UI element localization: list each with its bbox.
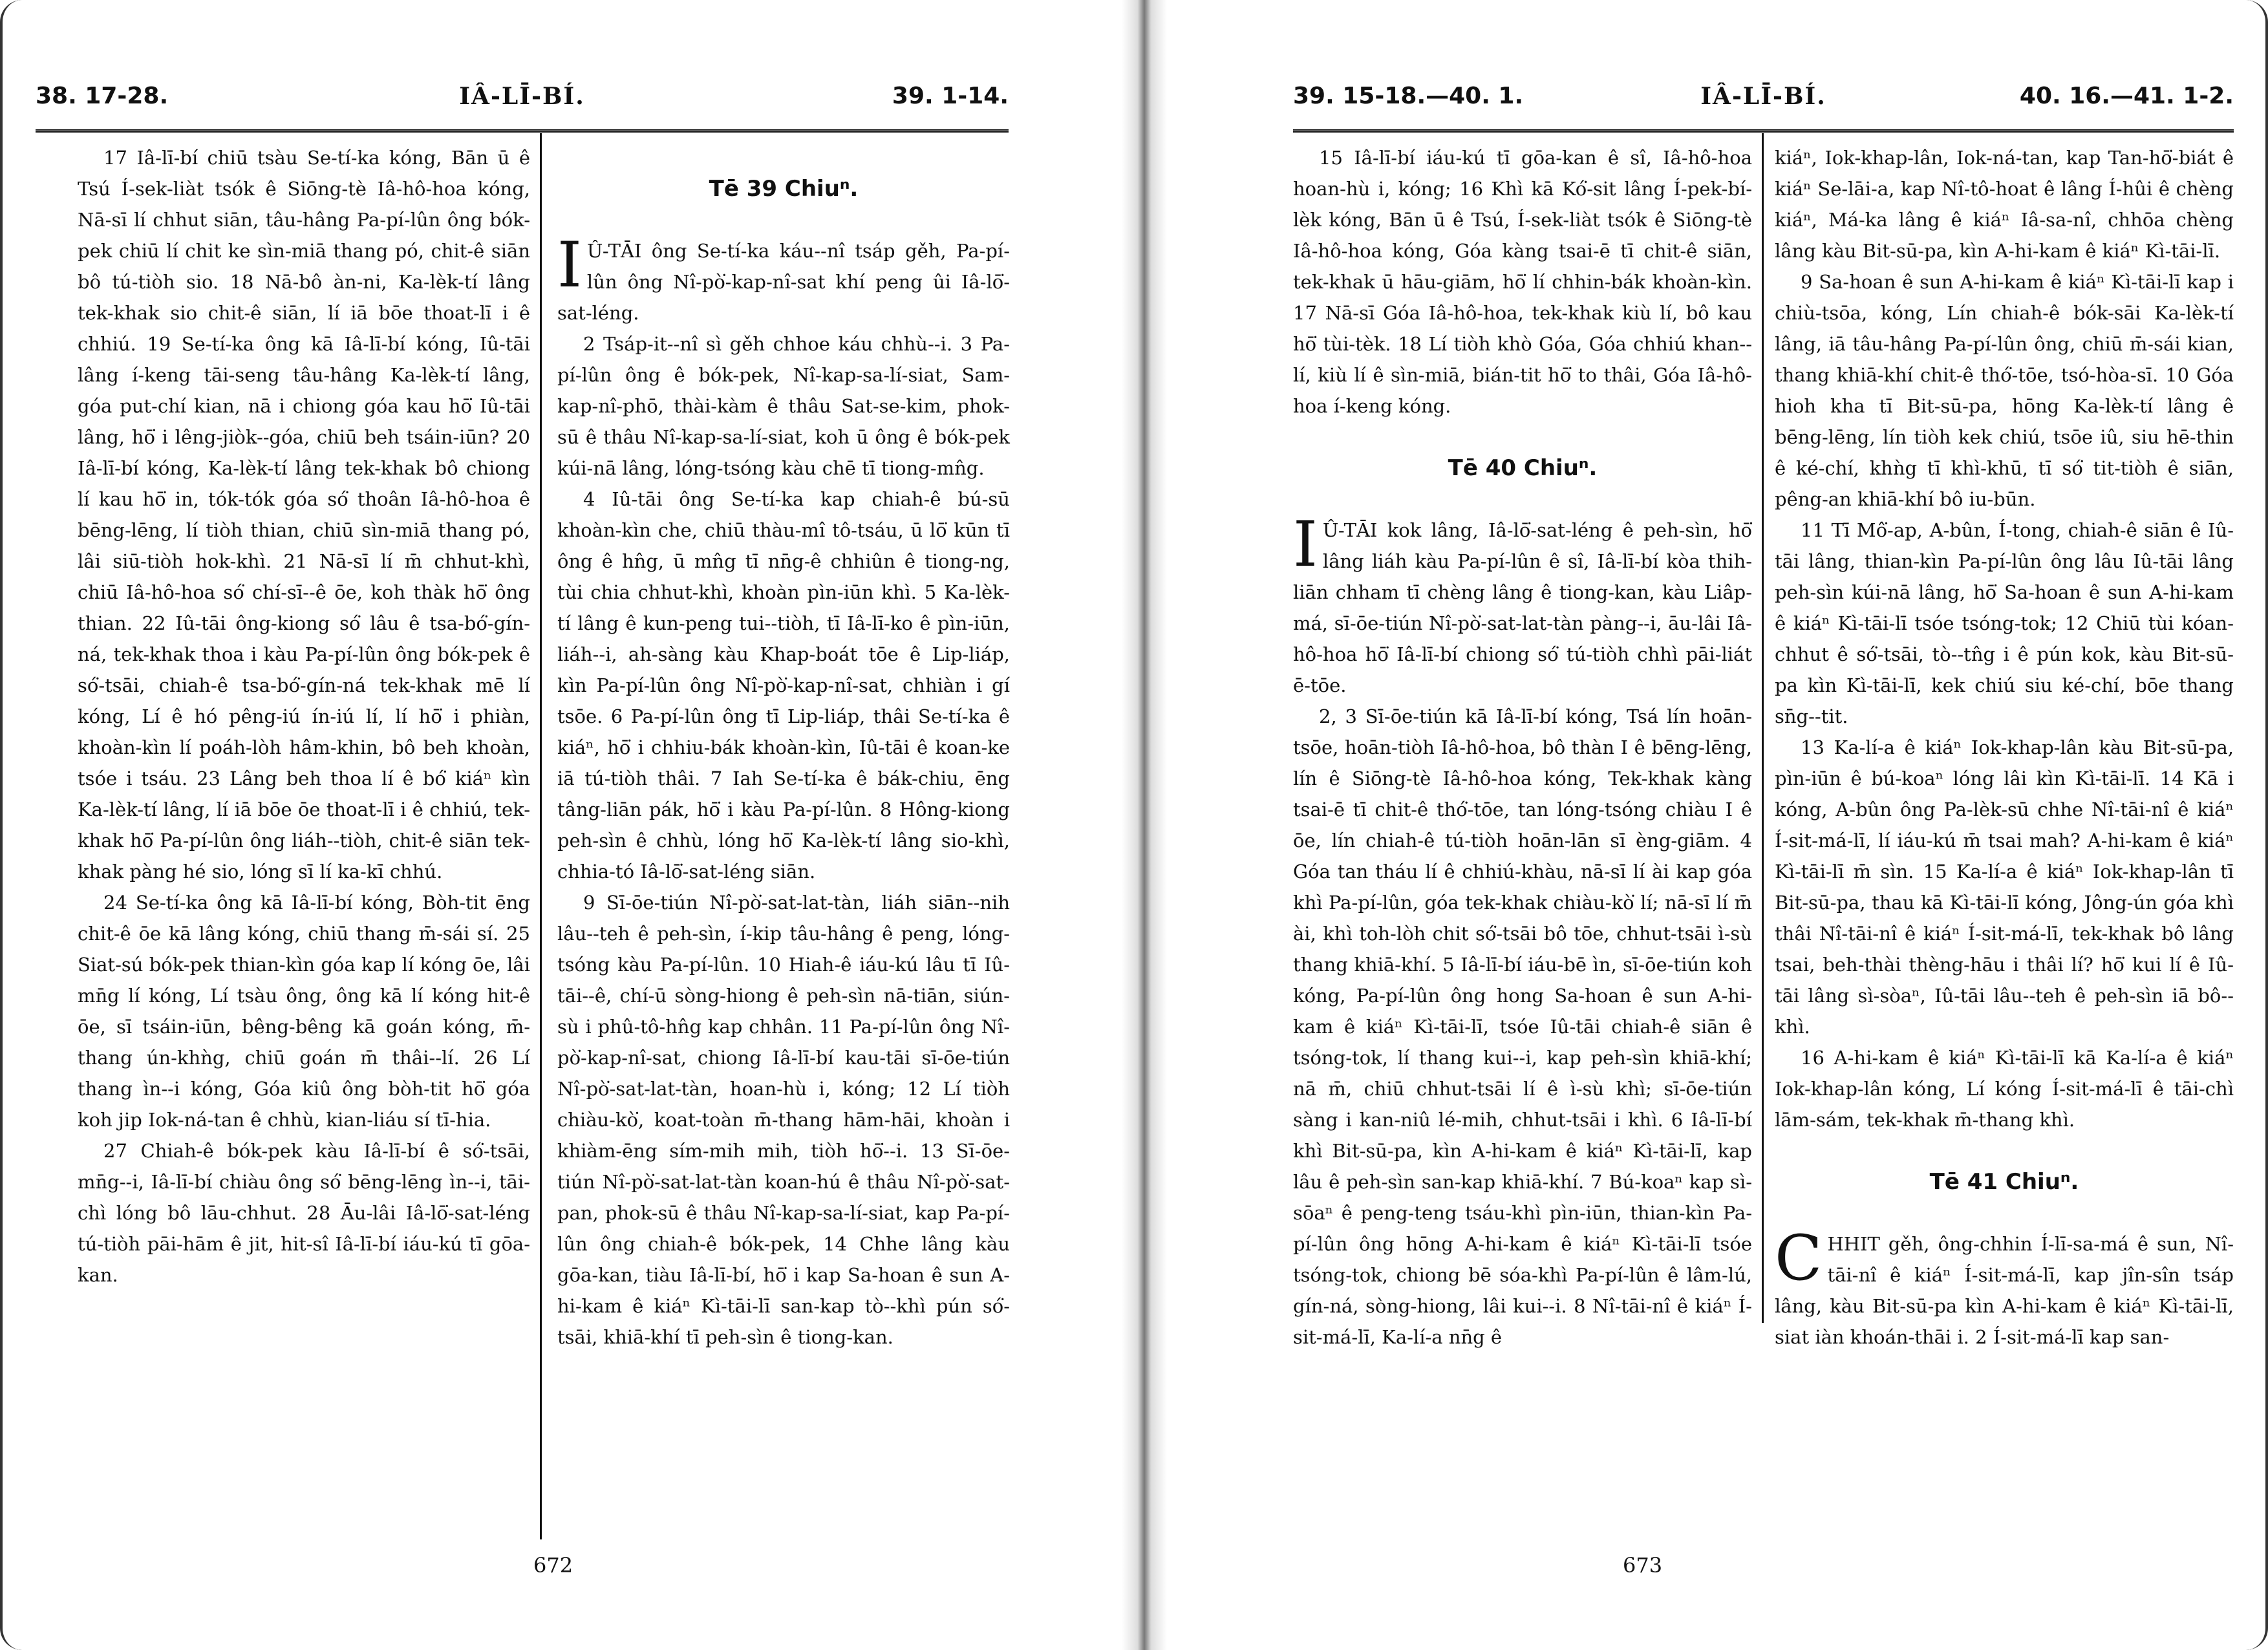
- verse-paragraph: 9 Sī-ōe-tiún Nî-pò͘-sat-lat-tàn, liáh siān--nih lâu--teh ê peh-sìn, í-kip tâu-hâng ê peng, lóng-tsóng kàu Pa-pí-lûn. 10 Hiah-ê iáu-kú lâu tī Iû-tāi--ê, chí-ū sòng-hiong ê peh-sìn nā-tiān, siún-sù i phû-tô-hn̂g kap chhân. 11 Pa-pí-lûn ông Nî-pò͘-kap-nî-sat, chiong Iâ-lī-bí kau-tāi sī-ōe-tiún Nî-pò͘-sat-lat-tàn, hoan-hù i, kóng; 12 Lí tiòh chiàu-kò͘, koat-toàn m̄-thang hām-hāi, khoàn i khiàm-ēng sím-mih mih, tiòh hō͘--i. 13 Sī-ōe-tiún Nî-pò͘-sat-lat-tàn koan-hú ê thâu Nî-pò͘-sat-pan, phok-sū ê thâu Nî-kap-sa-lí-siat, kap Pa-pí-lûn ông chiah-ê bók-pek, 14 Chhe lâng kàu gōa-kan, tiàu Iâ-lī-bí, hō͘ i kap Sa-hoan ê sun A-hi-kam ê kiáⁿ Kì-tāi-lī san-kap tò--khì pún só͘-tsāi, khiā-khí tī peh-sìn ê tiong-kan.: [557, 892, 1010, 1348]
- verse-paragraph: [557, 229, 1010, 328]
- verse-text: Û-TĀI ông Se-tí-ka káu--nî tsáp gěh, Pa-pí-lûn ông Nî-pò͘-kap-nî-sat khí peng ûi Iâ-lō͘-sat-léng.: [557, 240, 1010, 324]
- verse-paragraph: 16 A-hi-kam ê kiáⁿ Kì-tāi-lī kā Ka-lí-a ê kiáⁿ Iok-khap-lân kóng, Lí kóng Í-sit-má-lī ê tāi-chì lām-sám, tek-khak m̄-thang khì.: [1775, 1047, 2234, 1131]
- verse-paragraph: 2, 3 Sī-ōe-tiún kā Iâ-lī-bí kóng, Tsá lín hoān-tsōe, hoān-tiòh Iâ-hô-hoa, bô thàn I ê bēng-lēng, lín ê Siōng-tè Iâ-hô-hoa kóng, Tek-khak kàng tsai-ē tī chit-ê thó͘-tōe, tan lóng-tsóng chiàu I ê ōe, lín chiah-ê tú-tiòh hoān-lān sī èng-giām. 4 Góa tan tháu lí ê chhiú-khàu, nā-sī lí ài kap góa khì Pa-pí-lûn, góa tek-khak chiàu-kò͘ lí; nā-sī lí m̄ ài, khì toh-lòh chit só͘-tsāi bô tōe, chhut-tsāi ì-sù thang khiā-khí. 5 Iâ-lī-bí iáu-bē ìn, sī-ōe-tiún koh kóng, Pa-pí-lûn ông hong Sa-hoan ê sun A-hi-kam ê kiáⁿ Kì-tāi-lī, tsóe Iû-tāi chiah-ê siān ê tsóng-tok, lí thang kui--i, kap peh-sìn khiā-khí; nā m̄, chiū chhut-tsāi lí ê ì-sù khì; sī-ōe-tiún sàng i kan-niû lé-mih, chhut-tsāi i khì. 6 Iâ-lī-bí khì Bit-sū-pa, kìn A-hi-kam ê kiáⁿ Kì-tāi-lī, kap lâu ê peh-sìn san-kap khiā-khí. 7 Bú-koaⁿ kap sì-sōaⁿ ê peng-teng tsáu-khì pìn-iūn, thian-kìn Pa-pí-lûn ông hōng A-hi-kam ê kiáⁿ Kì-tāi-lī tsóe tsóng-tok, chiong bē sóa-khì Pa-pí-lûn ê lâm-lú, gín-ná, sòng-hiong, lâi kui--i. 8 Nî-tāi-nî ê kiáⁿ Í-sit-má-lī, Ka-lí-a nn̄g ê: [1293, 705, 1752, 1348]
- header-left: 38. 17-28.: [36, 83, 169, 109]
- text-column-1: [78, 142, 530, 1291]
- left-page: [0, 0, 1122, 1650]
- header-right: 40. 16.—41. 1-2.: [2019, 83, 2234, 109]
- verse-paragraph: 2 Tsáp-it--nî sì gěh chhoe káu chhù--i. 3 Pa-pí-lûn ông ê bók-pek, Nî-kap-sa-lí-siat, Sam-kap-nî-phō, thài-kàm ê thâu Sat-se-kim, phok-sū ê thâu Nî-kap-sa-lí-siat, koh ū ông ê bók-pek kúi-nā lâng, lóng-tsóng kàu chē tī tiong-mn̂g.: [557, 333, 1010, 479]
- header-rule: [1293, 129, 2234, 133]
- header-right: 39. 1-14.: [892, 83, 1009, 109]
- verse-paragraph: 9 Sa-hoan ê sun A-hi-kam ê kiáⁿ Kì-tāi-lī kap i chiù-tsōa, kóng, Lín chiah-ê bók-sāi Ka-lèk-tí lâng, iā tâu-hâng Pa-pí-lûn ông, chiū m̄-sái kian, thang khiā-khí chit-ê thó͘-tōe, tsó-hòa-sī. 10 Góa hioh kha tī Bit-sū-pa, hōng Ka-lèk-tí lâng ê bēng-lēng, lín tiòh kek chiú, tsōe iû, siu hē-thin ê ké-chí, khǹg tī khì-khū, tī só͘ tit-tiòh ê siān, pêng-an khiā-khí bô iu-būn.: [1775, 271, 2234, 510]
- header-left: 39. 15-18.—40. 1.: [1293, 83, 1524, 109]
- verse-paragraph: [1775, 1222, 2234, 1353]
- drop-cap: C: [1775, 1222, 1823, 1294]
- verse-paragraph: 27 Chiah-ê bók-pek kàu Iâ-lī-bí ê só͘-tsāi, mn̄g--i, Iâ-lī-bí chiàu ông só͘ bēng-lēng ìn--i, tāi-chì lóng bô lāu-chhut. 28 Āu-lâi Iâ-lō͘-sat-léng tú-tiòh pāi-hām ê jit, hit-sî Iâ-lī-bí iáu-kú tī gōa-kan.: [78, 1140, 530, 1286]
- column-divider: [1762, 133, 1764, 1323]
- book-gutter: [1122, 0, 1167, 1650]
- verse-paragraph: 15 Iâ-lī-bí iáu-kú tī gōa-kan ê sî, Iâ-hô-hoa hoan-hù i, kóng; 16 Khì kā Kó͘-sit lâng Í-pek-bí-lèk kóng, Bān ū ê Tsú, Í-sek-liàt tsók ê Siōng-tè Iâ-hô-hoa kóng, Góa kàng tsai-ē tī chit-ê siān, tek-khak ū hāu-giām, hō͘ lí chhin-bák khoàn-kìn. 17 Nā-sī Góa Iâ-hô-hoa, tek-khak kiù lí, bô kau hō͘ tùi-tèk. 18 Lí tiòh khò Góa, Góa chhiú khan--lí, kiù lí ê sìn-miā, bián-tit hō͘ to thâi, Góa Iâ-hô-hoa í-keng kóng.: [1293, 147, 1752, 417]
- column-divider: [540, 133, 542, 1539]
- verse-paragraph: [1293, 508, 1752, 701]
- page-number: 673: [1623, 1553, 1663, 1578]
- running-header: [1293, 83, 2234, 122]
- verse-text: HHIT gěh, ông-chhin Í-lī-sa-má ê sun, Nî-tāi-nî ê kiáⁿ Í-sit-má-lī, kap jîn-sîn tsáp lâng, kàu Bit-sū-pa kìn A-hi-kam ê kiáⁿ Kì-tāi-lī, siat iàn khoán-thāi i. 2 Í-sit-má-lī kap san-: [1775, 1233, 2234, 1348]
- chapter-heading: Tē 39 Chiuⁿ.: [709, 176, 859, 202]
- page-number: 672: [533, 1553, 573, 1578]
- right-page: [1167, 0, 2268, 1650]
- header-title: IÂ-LĪ-BÍ.: [459, 83, 585, 110]
- drop-cap: I: [557, 229, 582, 301]
- header-title: IÂ-LĪ-BÍ.: [1700, 83, 1826, 110]
- chapter-heading: Tē 40 Chiuⁿ.: [1448, 455, 1598, 481]
- page-edge: [0, 0, 22, 1650]
- verse-paragraph: 13 Ka-lí-a ê kiáⁿ Iok-khap-lân kàu Bit-sū-pa, pìn-iūn ê bú-koaⁿ lóng lâi kìn Kì-tāi-lī. 14 Kā i kóng, A-bûn ông Pa-lèk-sū chhe Nî-tāi-nî ê kiáⁿ Í-sit-má-lī, lí iáu-kú m̄ tsai mah? A-hi-kam ê kiáⁿ Kì-tāi-lī m̄ sìn. 15 Ka-lí-a ê kiáⁿ Iok-khap-lân tī Bit-sū-pa, thau kā Kì-tāi-lī kóng, Jông-ún góa khì thâi Nî-tāi-nî ê kiáⁿ Í-sit-má-lī, tek-khak bô lâng tsai, beh-thài thèng-hāu i thâi lí? hō͘ kui lí ê Iû-tāi lâng sì-sòaⁿ, Iû-tāi lâu--teh ê peh-sìn iā bô--khì.: [1775, 736, 2234, 1038]
- verse-text: Û-TĀI kok lâng, Iâ-lō͘-sat-léng ê peh-sìn, hō͘ lâng liáh kàu Pa-pí-lûn ê sî, Iâ-lī-bí kòa thih-liān chham tī chèng lâng ê tiong-kan, kàu Liâp-má, sī-ōe-tiún Nî-pò͘-sat-lat-tàn pàng--i, āu-lâi Iâ-hô-hoa hō͘ Iâ-lī-bí chiong só͘ tú-tiòh chhì pāi-liát ē-tōe.: [1293, 519, 1752, 696]
- text-column-2: [557, 142, 1010, 1353]
- verse-paragraph: 24 Se-tí-ka ông kā Iâ-lī-bí kóng, Bòh-tit ēng chit-ê ōe kā lâng kóng, chiū thang m̄-sái sí. 25 Siat-sú bók-pek thian-kìn góa kap lí kóng ōe, lâi mn̄g lí kóng, Lí tsàu ông, ông kā lí kóng hit-ê ōe, sī tsáin-iūn, bêng-bêng kā goán kóng, m̄-thang ún-khǹg, chiū goán m̄ thâi--lí. 26 Lí thang ìn--i kóng, Góa kiû ông bòh-tit hō͘ góa koh jip Iok-ná-tan ê chhù, kian-liáu sí tī-hia.: [78, 892, 530, 1131]
- chapter-heading: Tē 41 Chiuⁿ.: [1929, 1169, 2079, 1195]
- verse-paragraph: 11 Tī Mô͘-ap, A-bûn, Í-tong, chiah-ê siān ê Iû-tāi lâng, thian-kìn Pa-pí-lûn ông lâu Iû-tāi lâng peh-sìn kúi-nā lâng, hō͘ Sa-hoan ê sun A-hi-kam ê kiáⁿ Kì-tāi-lī tsóe tsóng-tok; 12 Chiū tùi kóan-chhut ê só͘-tsāi, tò--tn̂g i ê pún kok, kàu Bit-sū-pa kìn Kì-tāi-lī, kek chiú siu ké-chí, bōe thang sn̄g--tit.: [1775, 519, 2234, 727]
- drop-cap: I: [1293, 508, 1318, 581]
- page-edge: [2246, 0, 2268, 1650]
- verse-paragraph: 4 Iû-tāi ông Se-tí-ka kap chiah-ê bú-sū khoàn-kìn che, chiū thàu-mî tô-tsáu, ū lō͘ kūn tī ông ê hn̂g, ū mn̂g tī nn̄g-ê chhiûn ê tiong-ng, tùi chia chhut-khì, khoàn pìn-iūn khì. 5 Ka-lèk-tí lâng ê kun-peng tui--tiòh, tī Iâ-lī-ko ê pìn-iūn, liáh--i, ah-sàng kàu Khap-boát tōe ê Lip-liáp, kìn Pa-pí-lûn ông Nî-pò͘-kap-nî-sat, chhiàn i gí tsōe. 6 Pa-pí-lûn ông tī Lip-liáp, thâi Se-tí-ka ê kiáⁿ, hō͘ i chhiu-bák khoàn-kìn, Iû-tāi ê koan-ke iā tú-tiòh thâi. 7 Iah Se-tí-ka ê bák-chiu, ēng tâng-liān pák, hō͘ i kàu Pa-pí-lûn. 8 Hông-kiong peh-sìn ê chhù, lóng hō͘ Ka-lèk-tí lâng sio-khì, chhia-tó Iâ-lō͘-sat-léng siān.: [557, 488, 1010, 883]
- verse-paragraph: kiáⁿ, Iok-khap-lân, Iok-ná-tan, kap Tan-hō͘-biát ê kiáⁿ Se-lāi-a, kap Nî-tô-hoat ê lâng Í-hûi ê chèng kiáⁿ, Má-ka lâng ê kiáⁿ Iâ-sa-nî, chhōa chèng lâng kàu Bit-sū-pa, kìn A-hi-kam ê kiáⁿ Kì-tāi-lī.: [1775, 147, 2234, 262]
- running-header: [36, 83, 1009, 122]
- header-rule: [36, 129, 1009, 133]
- text-column-2: [1775, 142, 2234, 1353]
- verse-paragraph: 17 Iâ-lī-bí chiū tsàu Se-tí-ka kóng, Bān ū ê Tsú Í-sek-liàt tsók ê Siōng-tè Iâ-hô-hoa kóng, Nā-sī lí chhut siān, tâu-hâng Pa-pí-lûn ông bók-pek chiū lí chit ke sìn-miā thang pó, chit-ê siān bô tú-tiòh sio. 18 Nā-bô àn-ni, Ka-lèk-tí lâng tek-khak sio chit-ê siān, lí iā bōe thoat-lī i ê chhiú. 19 Se-tí-ka ông kā Iâ-lī-bí kóng, Iû-tāi lâng í-keng tāi-seng tâu-hâng Ka-lèk-tí lâng, góa put-chí kian, nā i chiong góa kau hō͘ Iû-tāi lâng, hō͘ i lêng-jiòk--góa, chiū beh tsáin-iūn? 20 Iâ-lī-bí kóng, Ka-lèk-tí lâng tek-khak bô chiong lí kau hō͘ in, tók-tók góa só͘ thoân Iâ-hô-hoa ê bēng-lēng, lí tiòh thian, chiū sìn-miā thang pó, lâi siū-tiòh hok-khì. 21 Nā-sī lí m̄ chhut-khì, chiū Iâ-hô-hoa só͘ chí-sī--ê ōe, koh thàk hō͘ ông thian. 22 Iû-tāi ông-kiong só͘ lâu ê tsa-bó͘-gín-ná, tek-khak thoa i kàu Pa-pí-lûn ông bók-pek ê só͘-tsāi, chiah-ê tsa-bó͘-gín-ná tek-khak mē lí kóng, Lí ê hó pêng-iú ín-iú lí, lí hō͘ i phiàn, khoàn-kìn lí poáh-lòh hâm-khin, bô beh khoàn, tsóe i tsáu. 23 Lâng beh thoa lí ê bó͘ kiáⁿ kìn Ka-lèk-tí lâng, lí iā bōe ōe thoat-lī i ê chhiú, tek-khak hō͘ Pa-pí-lûn ông liáh--tiòh, chit-ê siān tek-khak pàng hé sio, lóng sī lí ka-kī chhú.: [78, 147, 530, 883]
- text-column-1: [1293, 142, 1752, 1353]
